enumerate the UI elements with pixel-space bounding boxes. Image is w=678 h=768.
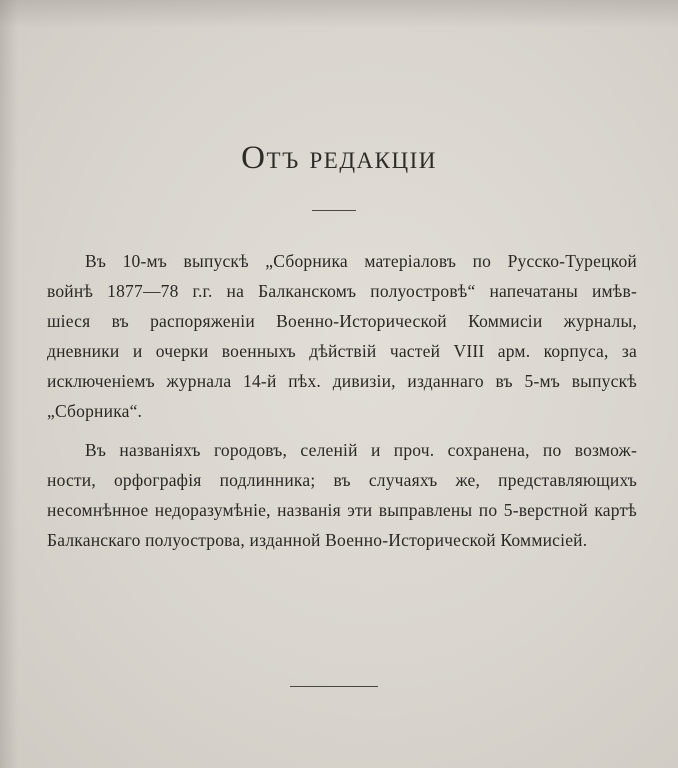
- page-title: Отъ редакціи: [241, 140, 437, 176]
- paragraph-line: „Сборника“.: [47, 401, 143, 421]
- paragraph-line: войнѣ 1877—78 г.г. на Балканскомъ полуостровѣ“ напечатаны имѣв-: [47, 281, 637, 301]
- page-shadow-top: [0, 0, 678, 28]
- body-text: [47, 246, 637, 555]
- page-shadow-left: [0, 0, 18, 768]
- paragraph-line: исключеніемъ журнала 14-й пѣх. дивизіи, изданнаго въ 5-мъ выпускѣ: [47, 371, 637, 391]
- paragraph-gap: [47, 426, 637, 435]
- title-divider: [312, 210, 356, 211]
- paragraph-line: несомнѣнное недоразумѣніе, названія эти выправлены по 5-верстной картѣ: [47, 500, 637, 520]
- paragraph-line: Балканскаго полуострова, изданной Военно-Исторической Коммисіей.: [47, 530, 588, 550]
- paragraph-line: шіеся въ распоряженіи Военно-Исторической Коммисіи журналы,: [47, 311, 637, 331]
- paragraph-line: ности, орфографія подлинника; въ случаяхъ же, представляющихъ: [47, 470, 637, 490]
- paragraph-2: [47, 435, 637, 555]
- paragraph-line: Въ названіяхъ городовъ, селеній и проч. сохранена, по возмож-: [85, 440, 637, 460]
- bottom-divider: [290, 686, 378, 687]
- paragraph-line: Въ 10-мъ выпускѣ „Сборника матеріаловъ по Русско-Турецкой: [85, 251, 637, 271]
- paragraph-1: [47, 246, 637, 426]
- paragraph-line: дневники и очерки военныхъ дѣйствій частей VIII арм. корпуса, за: [47, 341, 637, 361]
